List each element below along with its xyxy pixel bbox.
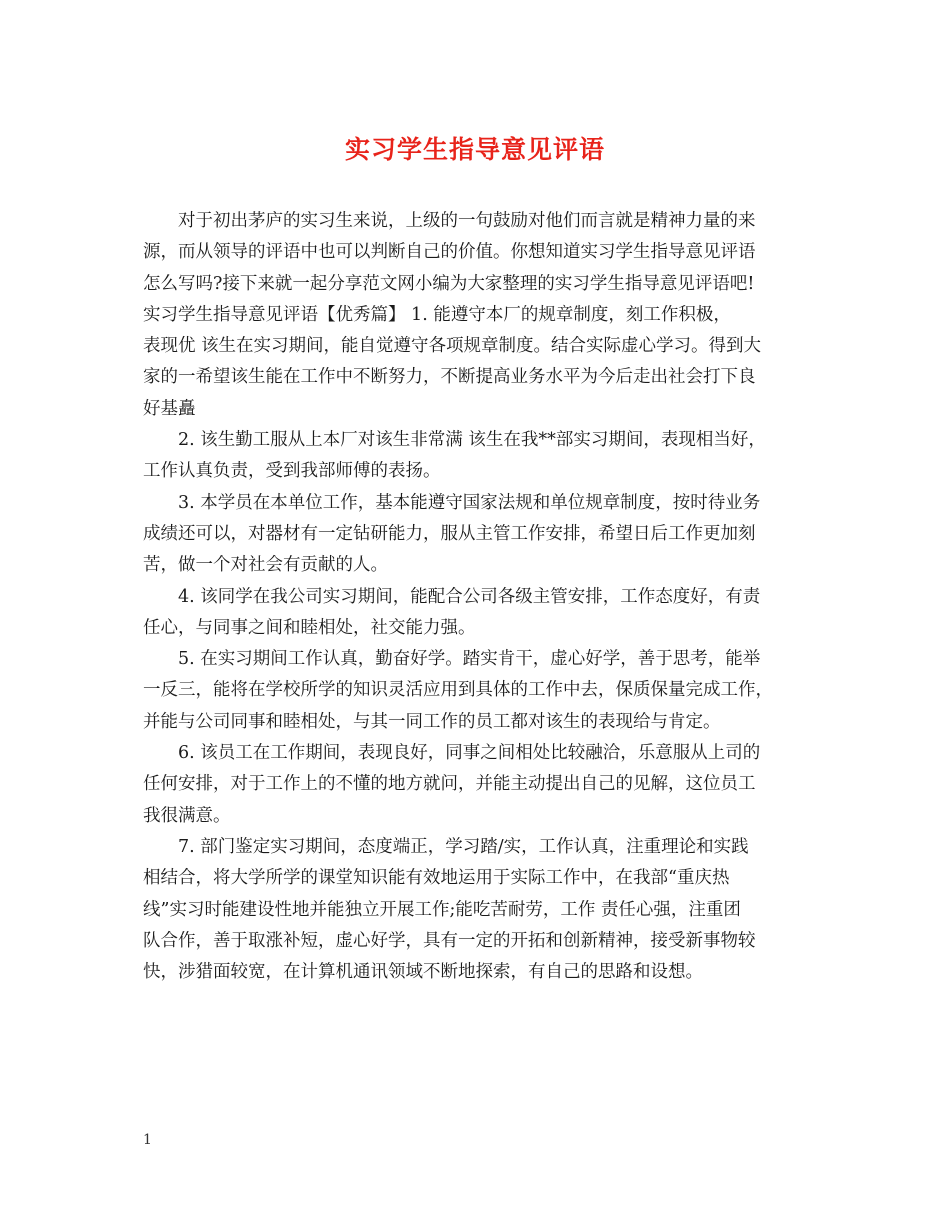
paragraph-line: 怎么写吗?接下来就一起分享范文网小编为大家整理的实习学生指导意见评语吧! — [143, 273, 755, 294]
paragraph-line: 3. 本学员在本单位工作，基本能遵守国家法规和单位规章制度，按时待业务 — [178, 492, 761, 513]
paragraph — [143, 425, 811, 488]
paragraph-line: 工作认真负责，受到我部师傅的表扬。 — [143, 461, 441, 482]
document-title: 实习学生指导意见评语 — [344, 135, 605, 164]
paragraph-line: 成绩还可以，对器材有一定钻研能力，服从主管工作安排，希望日后工作更加刻 — [143, 523, 756, 544]
paragraph — [143, 206, 811, 300]
paragraph — [143, 832, 811, 988]
paragraph-line: 表现优 该生在实习期间，能自觉遵守各项规章制度。结合实际虚心学习。得到大 — [143, 336, 762, 357]
paragraph-line: 我很满意。 — [143, 805, 231, 826]
paragraph-line: 任心，与同事之间和睦相处，社交能力强。 — [143, 617, 476, 638]
paragraph-line: 源，而从领导的评语中也可以判断自己的价值。你想知道实习学生指导意见评语 — [143, 242, 756, 263]
paragraph-line: 实习学生指导意见评语【优秀篇】 1. 能遵守本厂的规章制度，刻工作积极， — [143, 304, 731, 325]
paragraph — [143, 582, 811, 645]
document-body — [143, 206, 811, 988]
paragraph-line: 7. 部门鉴定实习期间，态度端正，学习踏/实，工作认真，注重理论和实践 — [178, 836, 749, 857]
paragraph-line: 家的一希望该生能在工作中不断努力，不断提高业务水平为今后走出社会打下良 — [143, 367, 756, 388]
paragraph-line: 5. 在实习期间工作认真，勤奋好学。踏实肯干，虚心好学，善于思考，能举 — [178, 649, 761, 670]
paragraph-line: 对于初出茅庐的实习生来说，上级的一句鼓励对他们而言就是精神力量的来 — [178, 211, 756, 231]
page-number: 1 — [143, 1132, 152, 1148]
paragraph — [143, 488, 811, 582]
paragraph-line: 2. 该生勤工服从上本厂对该生非常满 该生在我**部实习期间，表现相当好， — [178, 430, 766, 451]
paragraph-line: 好基矗 — [143, 398, 196, 419]
paragraph-line: 6. 该员工在工作期间，表现良好，同事之间相处比较融洽，乐意服从上司的 — [178, 743, 761, 764]
paragraph — [143, 300, 811, 425]
paragraph-line: 并能与公司同事和睦相处，与其一同工作的员工都对该生的表现给与肯定。 — [143, 711, 721, 732]
paragraph — [143, 644, 811, 738]
paragraph-line: 4. 该同学在我公司实习期间，能配合公司各级主管安排，工作态度好，有责 — [178, 586, 761, 607]
paragraph-line: 相结合，将大学所学的课堂知识能有效地运用于实际工作中，在我部“重庆热 — [143, 868, 730, 889]
paragraph — [143, 738, 811, 832]
paragraph-line: 苦，做一个对社会有贡献的人。 — [143, 555, 388, 576]
paragraph-line: 快，涉猎面较宽，在计算机通讯领域不断地探索，有自己的思路和设想。 — [143, 962, 703, 983]
paragraph-line: 一反三，能将在学校所学的知识灵活应用到具体的工作中去，保质保量完成工作， — [143, 680, 773, 701]
paragraph-line: 任何安排，对于工作上的不懂的地方就问，并能主动提出自己的见解，这位员工 — [143, 774, 756, 795]
paragraph-line: 线”实习时能建设性地并能独立开展工作;能吃苦耐劳，工作 责任心强，注重团 — [143, 899, 741, 920]
paragraph-line: 队合作，善于取涨补短，虚心好学，具有一定的开拓和创新精神，接受新事物较 — [143, 930, 756, 951]
